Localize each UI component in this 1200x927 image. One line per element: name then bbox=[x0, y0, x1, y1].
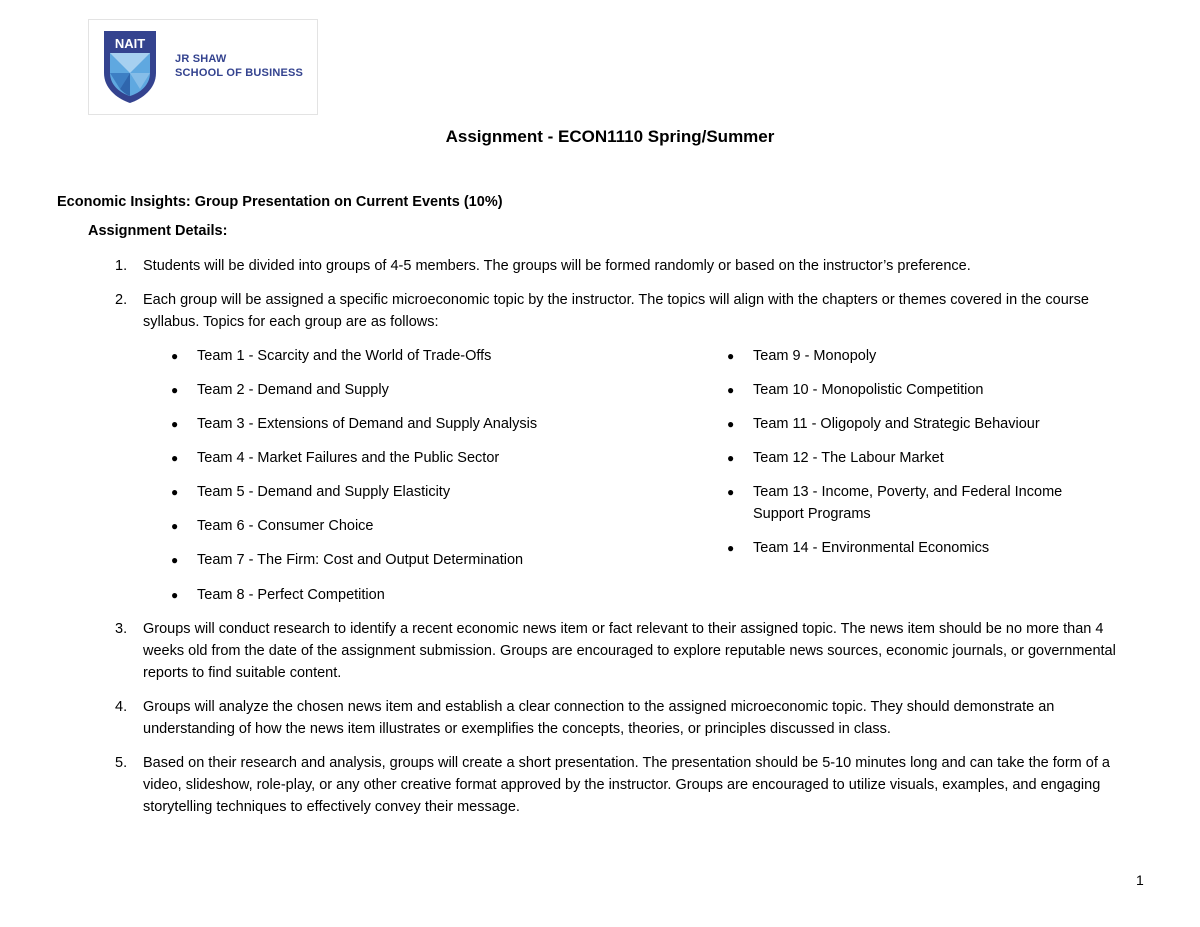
item-text: Each group will be assigned a specific microeconomic topic by the instructor. The topics will align with the chapters or themes covered in the course syllabus. Topics for each group are as follows: bbox=[143, 292, 1089, 330]
item-text: Based on their research and analysis, groups will create a short presentation. The presentation should be 5-10 minutes long and can take the form of a video, slideshow, role-play, or any other creative format approved by the instructor. Groups are encouraged to utilize visuals, examples, and engaging storytelling techniques to effectively convey their message. bbox=[143, 755, 1110, 815]
bullet-icon: ● bbox=[727, 383, 735, 397]
list-item-1 bbox=[115, 255, 1145, 277]
bullet-icon: ● bbox=[727, 541, 735, 555]
item-number: 3. bbox=[115, 621, 128, 637]
bullet-icon: ● bbox=[171, 383, 179, 397]
bullet-icon: ● bbox=[727, 417, 735, 431]
item-text: Groups will conduct research to identify a recent economic news item or fact relevant to their assigned topic. The news item should be no more than 4 weeks old from the date of the assignment submission. Groups are encouraged to explore reputable news sources, economic journals, or governmental reports to find suitable content. bbox=[143, 621, 1116, 681]
logo-wordmark bbox=[175, 52, 303, 80]
bullet-icon: ● bbox=[171, 485, 179, 499]
item-number: 5. bbox=[115, 755, 128, 771]
document-title: Assignment - ECON1110 Spring/Summer bbox=[445, 127, 775, 146]
bullet-icon: ● bbox=[171, 417, 179, 431]
bullet-icon: ● bbox=[171, 588, 179, 602]
assignment-subtitle: Economic Insights: Group Presentation on Current Events (10%) bbox=[57, 194, 503, 210]
details-heading: Assignment Details: bbox=[88, 223, 228, 239]
logo-line-1: JR SHAW bbox=[175, 53, 227, 65]
bullet-icon: ● bbox=[171, 519, 179, 533]
item-number: 4. bbox=[115, 699, 128, 715]
logo-line-2: SCHOOL OF BUSINESS bbox=[175, 67, 304, 79]
item-text: Groups will analyze the chosen news item and establish a clear connection to the assigned microeconomic topic. They should demonstrate an understanding of how the news item illustrates or exemplifies the concepts, theories, or principles discussed in class. bbox=[143, 699, 1055, 737]
item-number: 1. bbox=[115, 258, 128, 274]
list-item-3 bbox=[115, 618, 1145, 684]
bullet-icon: ● bbox=[171, 553, 179, 567]
item-text: Students will be divided into groups of 4-5 members. The groups will be formed randomly or based on the instructor’s preference. bbox=[143, 258, 971, 274]
bullet-icon: ● bbox=[727, 349, 735, 363]
bullet-icon: ● bbox=[171, 451, 179, 465]
bullet-icon: ● bbox=[727, 451, 735, 465]
list-item-5 bbox=[115, 752, 1145, 818]
nait-shield-icon bbox=[102, 29, 158, 105]
school-logo bbox=[88, 19, 318, 115]
bullet-icon: ● bbox=[727, 485, 735, 499]
bullet-icon: ● bbox=[171, 349, 179, 363]
page-number: 1 bbox=[1136, 872, 1144, 888]
item-number: 2. bbox=[115, 292, 128, 308]
logo-shield-text: NAIT bbox=[114, 36, 146, 51]
list-item-2 bbox=[115, 289, 1145, 333]
list-item-4 bbox=[115, 696, 1145, 740]
